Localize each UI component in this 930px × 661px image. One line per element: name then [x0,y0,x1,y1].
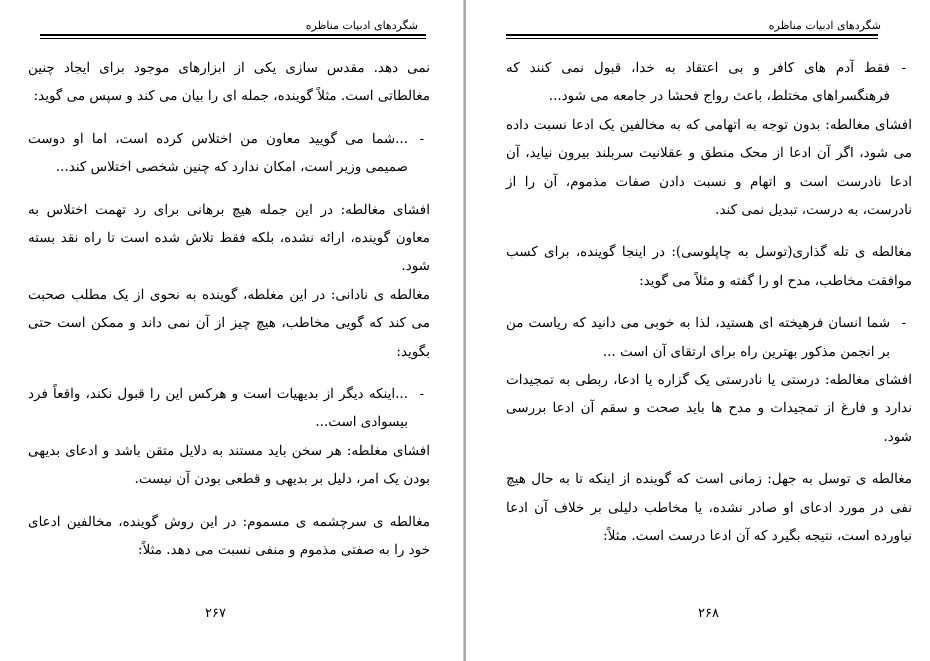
running-header: شگردهای ادبیات مناظره [768,19,881,32]
paragraph-gap [28,494,430,508]
paragraph-gap [506,451,912,465]
bullet-dash: - [901,60,906,76]
bullet-dash: - [419,386,424,403]
paragraph: افشای مغالطه: درستی یا نادرستی یک گزاره یا ادعا، ربطی به تمجیدات ندارد و فارغ از تمجیدات و مدح ها باید صحت و سقم آن ادعا بررسی شود. [506,372,912,445]
quoted-example-text: شما انسان فرهیخته ای هستید، لذا به خوبی می دانید که ریاست من بر انجمن مذکور بهترین راه برای ارتقای آن است ... [506,315,890,360]
paragraph: مغالطه ی تله گذاری(توسل به چاپلوسی): در اینجا گوینده، برای کسب موافقت مخاطب، مدح او را گفته و مثلاً می گوید: [506,244,912,289]
page-body [506,54,912,551]
header-rule-thin [506,38,878,39]
right-page [466,0,930,661]
paragraph-gap [506,295,912,309]
paragraph-gap [28,182,430,196]
paragraph: افشای مغلطه: هر سخن باید مستند به دلایل متقن باشد و ادعای بدیهی بودن یک امر، دلیل بر بدیهی و قطعی بودن آن نیست. [28,442,430,488]
paragraph-gap [28,111,430,125]
header-rule-thin [40,38,426,39]
page-number: ۲۶۸ [698,606,719,621]
left-page [0,0,464,661]
header-rule [40,34,426,36]
quoted-example-text: ...اینکه دیگر از بدیهیات است و هرکس این را قبول نکند، واقعاً فرد بیسوادی است... [28,386,408,431]
header-rule [506,34,878,36]
bullet-dash: - [419,130,424,147]
quoted-example-text: ...شما می گویید معاون من اختلاس کرده است، اما او دوست صمیمی وزیر است، امکان ندارد که چنین شخصی اختلاس کند... [28,130,408,176]
page-number: ۲۶۷ [205,606,226,621]
running-header: شگردهای ادبیات مناظره [305,19,418,32]
quoted-example [506,54,912,111]
page-body [28,54,430,565]
quoted-example [28,125,430,182]
quoted-example [506,309,912,366]
paragraph: افشای مغالطه: در این جمله هیچ برهانی برای رد تهمت اختلاس به معاون گوینده، ارائه نشده، بلکه فقط تلاش شده است تا راه نقد بسته شود. [28,201,430,275]
quoted-example-text: فقط آدم های کافر و بی اعتقاد به خدا، قبول نمی کنند که فرهنگسراهای مختلط، باعث رواج فحشا در جامعه می شود... [506,60,890,105]
paragraph: افشای مغالطه: بدون توجه به اتهامی که به مخالفین یک ادعا نسبت داده می شود، اگر آن ادعا از محک منطق و عقلانیت سربلند بیرون نیاید، آن ادعا نادرست است و اتهام و نسبت دادن صفات مذموم، آن را از نادرست، به درست، تبدیل نمی کند. [506,116,912,219]
paragraph: مغالطه ی توسل به جهل: زمانی است که گوینده از اینکه تا به حال هیچ نفی در مورد ادعای او صادر نشده، یا مخاطب دلیلی بر خلاف آن ادعا نیاورده است، نتیجه بگیرد که آن ادعا درست است. مثلاً: [506,471,912,545]
bullet-dash: - [901,315,906,332]
paragraph: نمی دهد. مقدس سازی یکی از ابزارهای موجود برای ایجاد چنین مغالطاتی است. مثلاً گوینده، جمله ای را بیان می کند و سپس می گوید: [28,60,430,105]
paragraph: مغالطه ی نادانی: در این مغلطه، گوینده به نحوی از یک مطلب صحبت می کند که گویی مخاطب، هیچ چیز از آن نمی داند و ممکن است حتی بگوید: [28,286,430,360]
paragraph-gap [506,224,912,238]
quoted-example [28,380,430,437]
paragraph-gap [28,366,430,380]
paragraph: مغالطه ی سرچشمه ی مسموم: در این روش گوینده، مخالفین ادعای خود را به صفتی مذموم و منفی نسبت می دهد. مثلاً: [28,513,430,559]
